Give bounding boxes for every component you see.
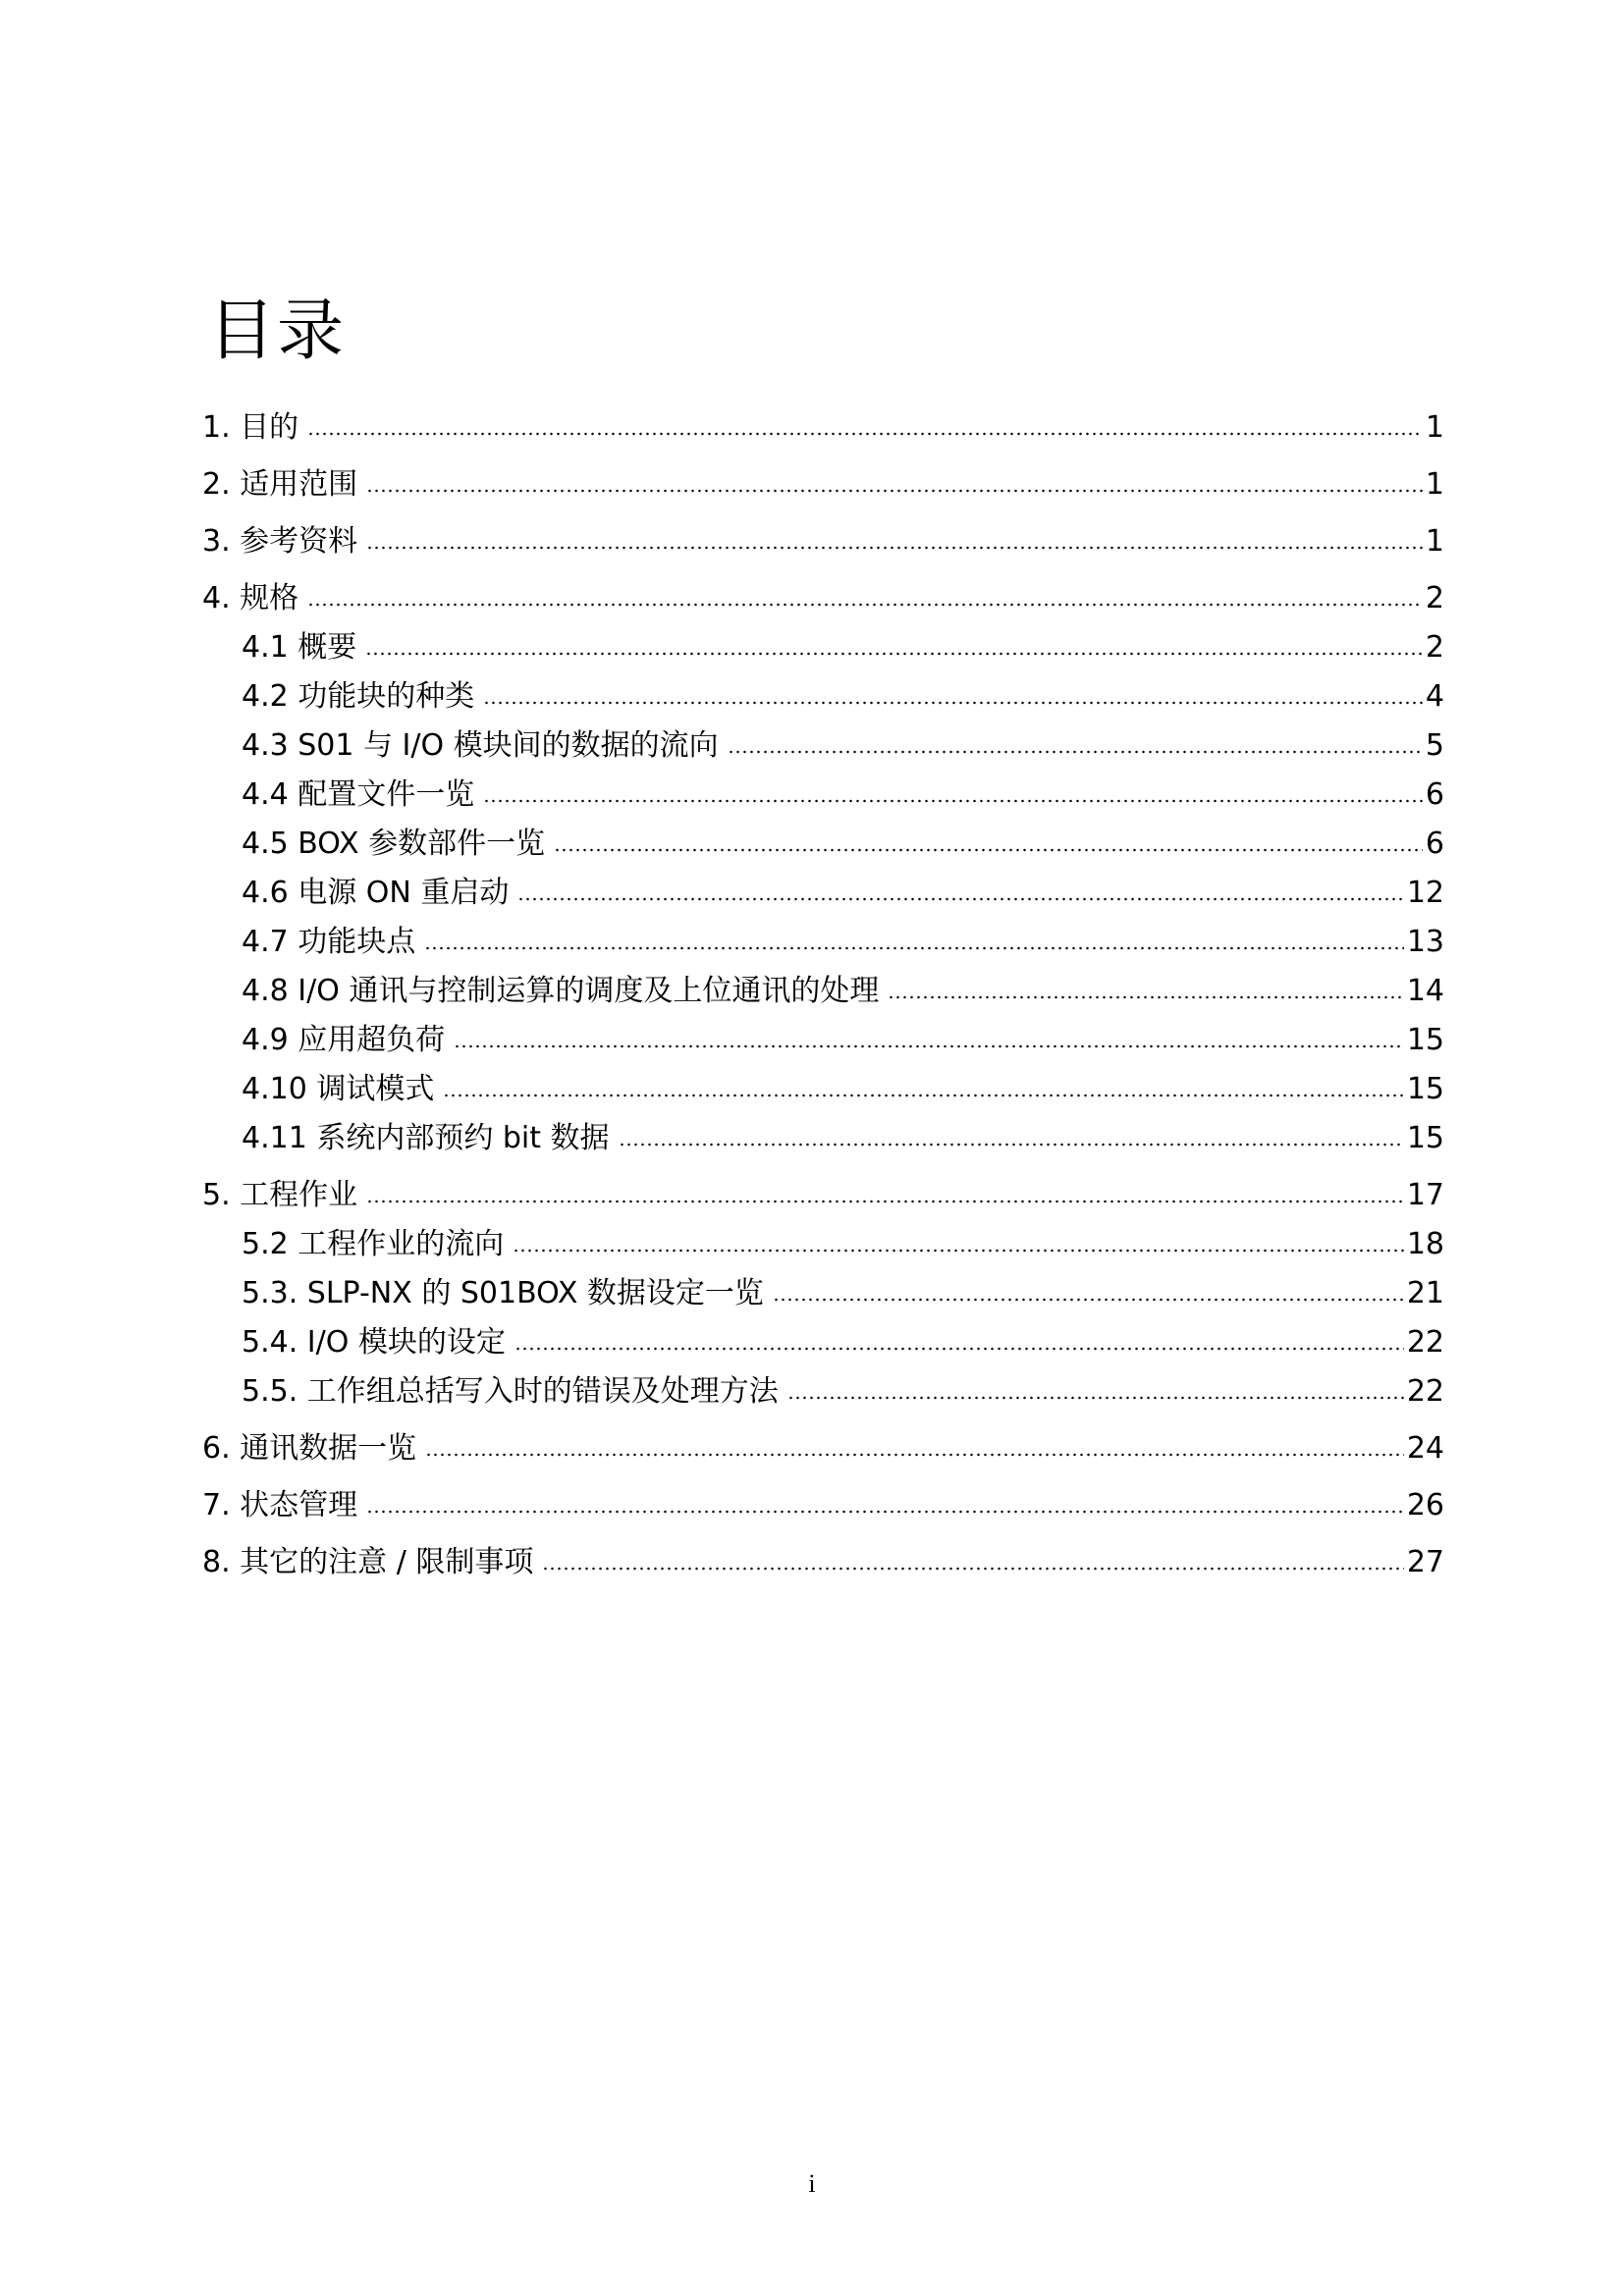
toc-entry-label: 5. 工程作业 (202, 1178, 358, 1212)
toc-dot-leader (307, 407, 1423, 437)
toc-entry[interactable] (202, 520, 1444, 563)
toc-entry[interactable] (242, 970, 1444, 1013)
toc-title: 目录 (208, 293, 347, 370)
toc-dot-leader (366, 521, 1423, 551)
toc-entry-page: 22 (1406, 1325, 1444, 1360)
toc-entry-page: 5 (1425, 728, 1444, 763)
toc-entry-page: 15 (1406, 1072, 1444, 1106)
toc-dot-leader (514, 1322, 1404, 1352)
toc-entry-page: 2 (1425, 630, 1444, 665)
toc-entry-page: 13 (1406, 925, 1444, 959)
toc-entry-label: 4.9 应用超负荷 (242, 1023, 446, 1057)
toc-entry-label: 4.2 功能块的种类 (242, 679, 475, 714)
toc-entry-label: 5.2 工程作业的流向 (242, 1227, 505, 1261)
toc-entry-page: 24 (1406, 1431, 1444, 1466)
toc-entry-page: 17 (1406, 1178, 1444, 1212)
toc-dot-leader (366, 1175, 1404, 1204)
toc-entry-label: 4.10 调试模式 (242, 1072, 435, 1106)
toc-entry-page: 4 (1425, 679, 1444, 714)
toc-entry-label: 4.4 配置文件一览 (242, 777, 475, 812)
toc-entry[interactable] (242, 724, 1444, 768)
toc-dot-leader (773, 1273, 1404, 1303)
toc-entry[interactable] (242, 1223, 1444, 1266)
toc-entry-page: 15 (1406, 1023, 1444, 1057)
toc-entry-label: 7. 状态管理 (202, 1488, 358, 1522)
toc-entry-page: 15 (1406, 1121, 1444, 1155)
toc-entry-label: 6. 通讯数据一览 (202, 1431, 417, 1466)
toc-dot-leader (366, 1485, 1404, 1515)
page-number: i (808, 2169, 816, 2198)
toc-entry-page: 12 (1406, 876, 1444, 910)
toc-dot-leader (366, 464, 1423, 494)
toc-entry[interactable] (242, 1272, 1444, 1315)
toc-entry[interactable] (242, 872, 1444, 915)
toc-entry-page: 26 (1406, 1488, 1444, 1522)
toc-entry[interactable] (242, 1068, 1444, 1111)
toc-entry[interactable] (202, 1174, 1444, 1217)
toc-entry-page: 1 (1425, 467, 1444, 502)
toc-entry-page: 6 (1425, 827, 1444, 861)
toc-entry-label: 4.5 BOX 参数部件一览 (242, 827, 546, 861)
toc-entry-page: 18 (1406, 1227, 1444, 1261)
toc-entry[interactable] (242, 1321, 1444, 1364)
toc-entry[interactable] (242, 823, 1444, 866)
toc-dot-leader (554, 824, 1423, 853)
toc-entry-label: 4.8 I/O 通讯与控制运算的调度及上位通讯的处理 (242, 974, 880, 1008)
toc-dot-leader (443, 1069, 1403, 1098)
toc-entry[interactable] (202, 1541, 1444, 1584)
toc-entry-page: 6 (1425, 777, 1444, 812)
toc-entry[interactable] (202, 1427, 1444, 1470)
toc-dot-leader (454, 1020, 1404, 1049)
toc-entry-label: 4.11 系统内部预约 bit 数据 (242, 1121, 610, 1155)
toc-entry[interactable] (242, 626, 1444, 669)
toc-dot-leader (542, 1542, 1403, 1572)
toc-entry-page: 21 (1406, 1276, 1444, 1310)
toc-entry[interactable] (242, 675, 1444, 719)
toc-entry-page: 2 (1425, 581, 1444, 615)
toc-entry-page: 27 (1406, 1545, 1444, 1579)
toc-dot-leader (619, 1118, 1404, 1148)
toc-entry-label: 4.6 电源 ON 重启动 (242, 876, 510, 910)
toc-entry[interactable] (202, 1484, 1444, 1527)
toc-entry[interactable] (242, 1370, 1444, 1414)
toc-entry-label: 5.4. I/O 模块的设定 (242, 1325, 506, 1360)
toc-entry[interactable] (242, 774, 1444, 817)
toc-entry[interactable] (242, 921, 1444, 964)
toc-entry-label: 1. 目的 (202, 410, 299, 445)
toc-entry[interactable] (202, 406, 1444, 450)
toc-dot-leader (425, 1428, 1404, 1458)
toc-entry-label: 4.1 概要 (242, 630, 357, 665)
toc-entry-page: 22 (1406, 1374, 1444, 1409)
toc-dot-leader (888, 971, 1403, 1000)
toc-entry[interactable] (202, 463, 1444, 507)
toc-entry[interactable] (202, 577, 1444, 620)
toc-entry[interactable] (242, 1019, 1444, 1062)
toc-entry-label: 4.7 功能块点 (242, 925, 416, 959)
toc-entry-label: 3. 参考资料 (202, 524, 358, 559)
toc-dot-leader (483, 676, 1423, 706)
toc-entry-page: 14 (1406, 974, 1444, 1008)
toc-dot-leader (517, 873, 1403, 902)
toc-dot-leader (787, 1371, 1404, 1401)
toc-dot-leader (424, 922, 1404, 951)
toc-entry-label: 4. 规格 (202, 581, 299, 615)
toc-entry-label: 5.3. SLP-NX 的 S01BOX 数据设定一览 (242, 1276, 764, 1310)
toc-entry[interactable] (242, 1117, 1444, 1160)
toc-entry-label: 5.5. 工作组总括写入时的错误及处理方法 (242, 1374, 779, 1409)
toc-entry-label: 2. 适用范围 (202, 467, 358, 502)
toc-dot-leader (513, 1224, 1404, 1254)
toc-dot-leader (307, 578, 1423, 608)
toc-entry-page: 1 (1425, 410, 1444, 445)
toc-entry-label: 4.3 S01 与 I/O 模块间的数据的流向 (242, 728, 719, 763)
toc-dot-leader (728, 725, 1423, 755)
toc-dot-leader (483, 774, 1423, 804)
toc-entry-page: 1 (1425, 524, 1444, 559)
toc-entry-label: 8. 其它的注意 / 限制事项 (202, 1545, 534, 1579)
toc-dot-leader (365, 627, 1423, 657)
